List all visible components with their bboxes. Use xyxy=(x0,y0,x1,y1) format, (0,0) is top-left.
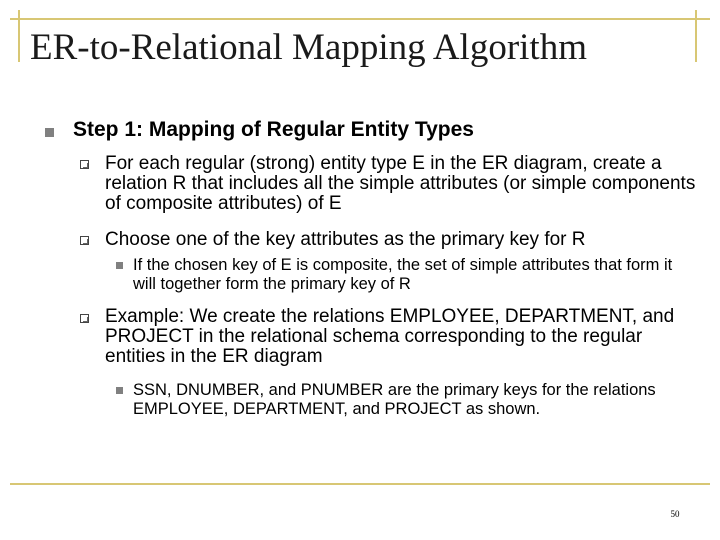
footer-line xyxy=(10,483,710,485)
hollow-square-bullet-icon xyxy=(80,314,89,323)
point-3: Example: We create the relations EMPLOYEE, DEPARTMENT, and PROJECT in the relational schema corresponding to the regular entities in the ER diagram xyxy=(105,306,675,367)
subpoint-1: If the chosen key of E is composite, the set of simple attributes that form it will together form the primary key of R xyxy=(133,256,673,293)
point-2: Choose one of the key attributes as the primary key for R xyxy=(105,229,586,250)
subpoint-2: SSN, DNUMBER, and PNUMBER are the primary keys for the relations EMPLOYEE, DEPARTMENT, and PROJECT as shown. xyxy=(133,381,656,418)
slide-title: ER-to-Relational Mapping Algorithm xyxy=(30,27,587,68)
square-bullet-icon xyxy=(45,128,54,137)
square-bullet-icon xyxy=(116,262,123,269)
hollow-square-bullet-icon xyxy=(80,236,89,245)
point-1: For each regular (strong) entity type E in the ER diagram, create a relation R that includes all the simple attributes (or simple components of composite attributes) of E xyxy=(105,153,696,214)
square-bullet-icon xyxy=(116,387,123,394)
step-heading: Step 1: Mapping of Regular Entity Types xyxy=(73,118,474,141)
hollow-square-bullet-icon xyxy=(80,160,89,169)
title-frame-top-line xyxy=(10,18,710,20)
page-number: 50 xyxy=(670,509,680,519)
